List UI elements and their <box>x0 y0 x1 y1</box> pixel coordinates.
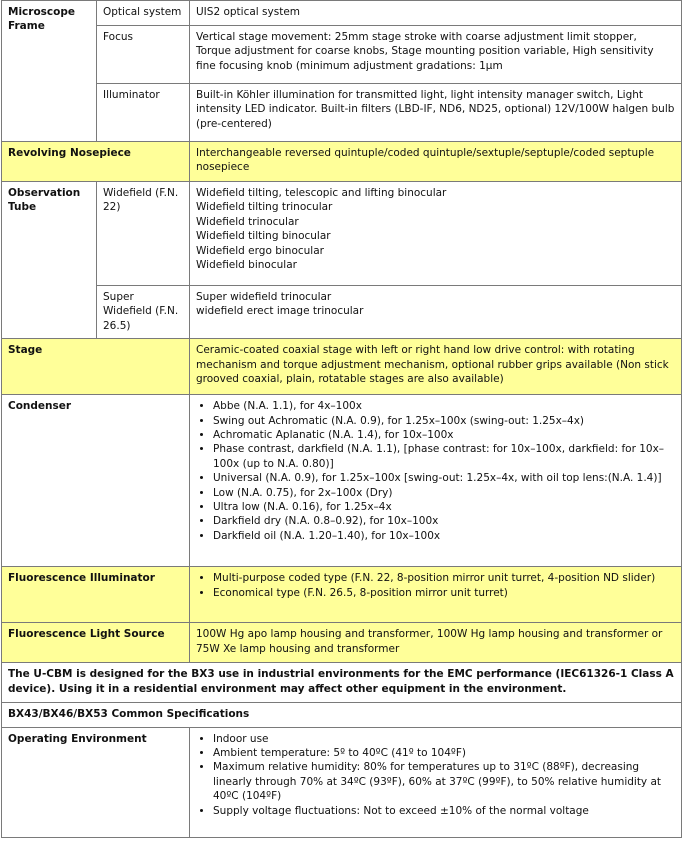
row-notice <box>2 663 682 703</box>
specifications-table <box>1 0 682 838</box>
condenser-label: Condenser <box>2 395 190 567</box>
list-item: Widefield trinocular <box>196 215 299 228</box>
optical-system-value: UIS2 optical system <box>190 1 682 26</box>
row-operating-environment <box>2 727 682 837</box>
list-item: widefield erect image trinocular <box>196 305 364 318</box>
list-item: Widefield tilting trinocular <box>196 201 333 214</box>
list-item: Widefield tilting, telescopic and lifting binocular <box>196 187 447 199</box>
stage-label: Stage <box>2 339 190 395</box>
microscope-frame-label: Microscope Frame <box>2 1 97 142</box>
illuminator-label: Illuminator <box>97 84 190 142</box>
list-item: • Low (N.A. 0.75), for 2x–100x (Dry) <box>213 486 675 500</box>
row-optical-system <box>2 1 682 26</box>
row-widefield <box>2 182 682 286</box>
list-item: • Maximum relative humidity: 80% for temperatures up to 31ºC (88ºF), decreasing linearly through 70% at 34ºC (93ºF), 60% at 37ºC (99ºF), to 50% relative humidity at 40ºC (104ºF) <box>213 760 675 803</box>
fluorescence-light-source-label: Fluorescence Light Source <box>2 623 190 663</box>
list-item: • Achromatic Aplanatic (N.A. 1.4), for 10x–100x <box>213 428 675 442</box>
row-illuminator <box>2 84 682 142</box>
list-item: • Phase contrast, darkfield (N.A. 1.1), [phase contrast: for 10x–100x, darkfield: for 10x–100x (up to N.A. 0.80)] <box>213 442 675 471</box>
illuminator-value: Built-in Köhler illumination for transmitted light, light intensity manager switch, Light intensity LED indicator. Built-in filters (LBD-IF, ND6, ND25, optional) 12V/100W halgen bulb (pre-centered) <box>190 84 682 142</box>
focus-label: Focus <box>97 26 190 84</box>
row-fluorescence-light-source <box>2 623 682 663</box>
revolving-nosepiece-value: Interchangeable reversed quintuple/coded quintuple/sextuple/septuple/coded septuple nosepiece <box>190 142 682 182</box>
list-item: • Indoor use <box>213 732 675 746</box>
fluorescence-illuminator-label: Fluorescence Illuminator <box>2 567 190 623</box>
optical-system-label: Optical system <box>97 1 190 26</box>
common-specs-title: BX43/BX46/BX53 Common Specifications <box>2 703 682 727</box>
list-item: • Swing out Achromatic (N.A. 0.9), for 1.25x–100x (swing-out: 1.25x–4x) <box>213 414 675 428</box>
super-widefield-label: Super Widefield (F.N. 26.5) <box>97 286 190 339</box>
emc-notice: The U-CBM is designed for the BX3 use in industrial environments for the EMC performance (IEC61326-1 Class A device). Using it in a residential environment may affect other equipment in the environment. <box>2 663 682 703</box>
row-revolving-nosepiece <box>2 142 682 182</box>
condenser-list <box>190 395 682 567</box>
fluorescence-illuminator-list <box>190 567 682 623</box>
row-common-specs-title <box>2 703 682 727</box>
list-item: • Ultra low (N.A. 0.16), for 1.25x–4x <box>213 500 675 514</box>
list-item: • Darkfield oil (N.A. 1.20–1.40), for 10x–100x <box>213 529 675 543</box>
list-item: • Supply voltage fluctuations: Not to exceed ±10% of the normal voltage <box>213 804 675 818</box>
row-super-widefield <box>2 286 682 339</box>
observation-tube-label: Observation Tube <box>2 182 97 339</box>
list-item: Super widefield trinocular <box>196 291 332 303</box>
list-item: Widefield tilting binocular <box>196 230 331 243</box>
list-item: • Universal (N.A. 0.9), for 1.25x–100x [swing-out: 1.25x–4x, with oil top lens:(N.A. 1.4)] <box>213 471 675 485</box>
row-fluorescence-illuminator <box>2 567 682 623</box>
list-item: Widefield binocular <box>196 259 297 272</box>
row-focus <box>2 26 682 84</box>
revolving-nosepiece-label: Revolving Nosepiece <box>2 142 190 182</box>
list-item: • Ambient temperature: 5º to 40ºC (41º to 104ºF) <box>213 746 675 760</box>
stage-value: Ceramic-coated coaxial stage with left or right hand low drive control: with rotating mechanism and torque adjustment mechanism, optional rubber grips available (Non stick grooved coaxial, plain, rotatable stages are also available) <box>190 339 682 395</box>
operating-environment-list <box>190 727 682 837</box>
list-item: • Darkfield dry (N.A. 0.8–0.92), for 10x–100x <box>213 514 675 528</box>
row-condenser <box>2 395 682 567</box>
widefield-list <box>190 182 682 286</box>
widefield-label: Widefield (F.N. 22) <box>97 182 190 286</box>
list-item: • Economical type (F.N. 26.5, 8-position mirror unit turret) <box>213 586 675 600</box>
super-widefield-list <box>190 286 682 339</box>
list-item: • Abbe (N.A. 1.1), for 4x–100x <box>213 399 675 413</box>
list-item: Widefield ergo binocular <box>196 244 324 257</box>
row-stage <box>2 339 682 395</box>
list-item: • Multi-purpose coded type (F.N. 22, 8-position mirror unit turret, 4-position ND slider) <box>213 571 675 585</box>
fluorescence-light-source-value: 100W Hg apo lamp housing and transformer, 100W Hg lamp housing and transformer or 75W Xe lamp housing and transformer <box>190 623 682 663</box>
focus-value: Vertical stage movement: 25mm stage stroke with coarse adjustment limit stopper, Torque adjustment for coarse knobs, Stage mounting position variable, High sensitivity fine focusing knob (minimum adjustment gradations: 1μm <box>190 26 682 84</box>
operating-environment-label: Operating Environment <box>2 727 190 837</box>
